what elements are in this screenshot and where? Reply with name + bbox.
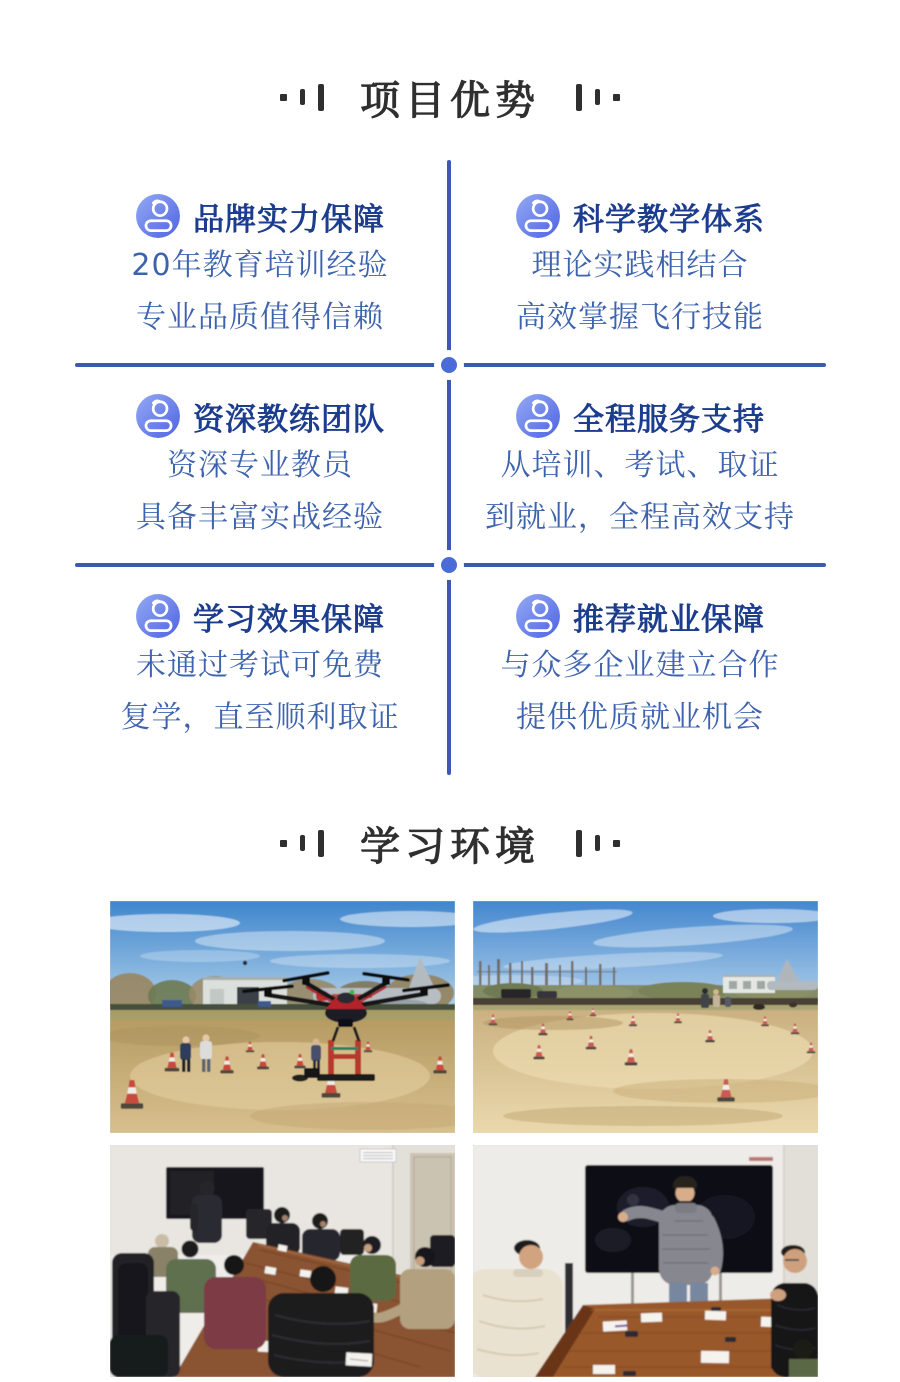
user-badge-icon (135, 193, 181, 239)
title-deco-right (576, 84, 620, 111)
feature-title: 资深教练团队 (193, 401, 385, 438)
feature-card-teaching (455, 192, 825, 344)
user-badge-icon (515, 393, 561, 439)
feature-text: 高效掌握飞行技能 (516, 300, 764, 335)
divider-node-dot-2 (441, 557, 457, 573)
feature-card-learning (75, 592, 445, 744)
feature-title: 学习效果保障 (193, 601, 385, 638)
feature-card-brand (75, 192, 445, 344)
photo-drone-field (110, 901, 455, 1133)
title-deco-left (280, 830, 324, 857)
advantages-title: 项目优势 (360, 77, 540, 124)
feature-text: 资深专业教员 (167, 448, 353, 483)
user-badge-icon (135, 593, 181, 639)
feature-text: 提供优质就业机会 (516, 700, 764, 735)
feature-title: 科学教学体系 (573, 201, 765, 238)
title-deco-left (280, 84, 324, 111)
feature-text: 未通过考试可免费 (136, 648, 384, 683)
title-deco-right (576, 830, 620, 857)
divider-node-dot-1 (441, 357, 457, 373)
advantages-heading-row (0, 70, 900, 124)
user-badge-icon (515, 193, 561, 239)
feature-title: 推荐就业保障 (573, 601, 765, 638)
feature-text: 复学，直至顺利取证 (120, 700, 400, 735)
feature-text: 具备丰富实战经验 (136, 500, 384, 535)
environment-title: 学习环境 (360, 823, 540, 870)
user-badge-icon (515, 593, 561, 639)
grid-vertical-divider (447, 160, 451, 775)
feature-card-coaches (75, 392, 445, 544)
feature-title: 品牌实力保障 (193, 201, 385, 238)
feature-title: 全程服务支持 (573, 401, 765, 438)
environment-heading-row (0, 816, 900, 870)
feature-text: 从培训、考试、取证 (500, 448, 780, 483)
feature-text: 到就业，全程高效支持 (485, 500, 795, 535)
photo-instructor-presenting (473, 1145, 818, 1377)
photo-classroom-study (110, 1145, 455, 1377)
photo-cone-field (473, 901, 818, 1133)
feature-text: 理论实践相结合 (531, 248, 749, 283)
feature-text: 与众多企业建立合作 (500, 648, 780, 683)
feature-text: 20年教育培训经验 (131, 248, 389, 283)
feature-text: 专业品质值得信赖 (136, 300, 384, 335)
user-badge-icon (135, 393, 181, 439)
feature-card-employment (455, 592, 825, 744)
feature-card-service (455, 392, 825, 544)
